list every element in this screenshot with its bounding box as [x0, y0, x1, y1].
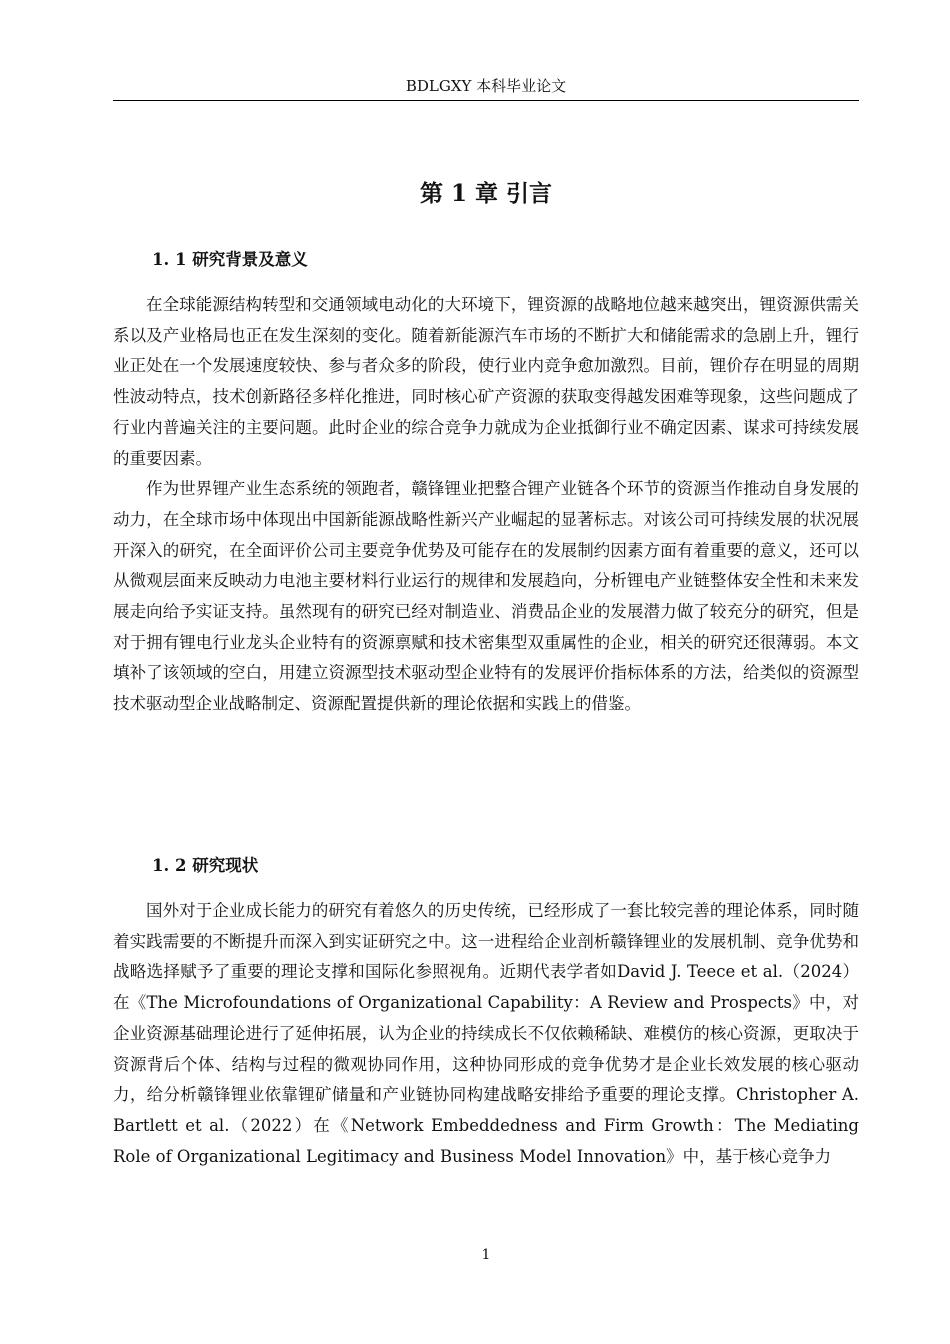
- section-body-1-2: [113, 896, 859, 1172]
- header-rule: [113, 100, 859, 101]
- page-number: 1: [481, 1247, 491, 1263]
- section-body-1-1: [113, 290, 859, 720]
- section-heading-1-1: 1. 1 研究背景及意义: [152, 250, 308, 269]
- section-heading-1-2: 1. 2 研究现状: [152, 856, 259, 875]
- paragraph: 作为世界锂产业生态系统的领跑者，赣锋锂业把整合锂产业链各个环节的资源当作推动自身发展的动力，在全球市场中体现出中国新能源战略性新兴产业崛起的显著标志。对该公司可持续发展的状况展开深入的研究，在全面评价公司主要竞争优势及可能存在的发展制约因素方面有着重要的意义，还可以从微观层面来反映动力电池主要材料行业运行的规律和发展趋向，分析锂电产业链整体安全性和未来发展走向给予实证支持。虽然现有的研究已经对制造业、消费品企业的发展潜力做了较充分的研究，但是对于拥有锂电行业龙头企业特有的资源禀赋和技术密集型双重属性的企业，相关的研究还很薄弱。本文填补了该领域的空白，用建立资源型技术驱动型企业特有的发展评价指标体系的方法，给类似的资源型技术驱动型企业战略制定、资源配置提供新的理论依据和实践上的借鉴。: [113, 479, 859, 714]
- chapter-title: 第 1 章 引言: [419, 180, 553, 207]
- running-header: BDLGXY 本科毕业论文: [405, 77, 567, 95]
- paragraph: 在全球能源结构转型和交通领域电动化的大环境下，锂资源的战略地位越来越突出，锂资源供需关系以及产业格局也正在发生深刻的变化。随着新能源汽车市场的不断扩大和储能需求的急剧上升，锂行业正处在一个发展速度较快、参与者众多的阶段，使行业内竞争愈加激烈。目前，锂价存在明显的周期性波动特点，技术创新路径多样化推进，同时核心矿产资源的获取变得越发困难等现象，这些问题成了行业内普遍关注的主要问题。此时企业的综合竞争力就成为企业抵御行业不确定因素、谋求可持续发展的重要因素。: [113, 295, 859, 468]
- paragraph: 国外对于企业成长能力的研究有着悠久的历史传统，已经形成了一套比较完善的理论体系，同时随着实践需要的不断提升而深入到实证研究之中。这一进程给企业剖析赣锋锂业的发展机制、竞争优势和战略选择赋予了重要的理论支撑和国际化参照视角。近期代表学者如David J. Teece et al.（2024）在《The Microfoundations of Organizational Capability：A Review and Prospects》中，对企业资源基础理论进行了延伸拓展，认为企业的持续成长不仅依赖稀缺、难模仿的核心资源，更取决于资源背后个体、结构与过程的微观协同作用，这种协同形成的竞争优势才是企业长效发展的核心驱动力，给分析赣锋锂业依靠锂矿储量和产业链协同构建战略安排给予重要的理论支撑。Christopher A. Bartlett et al.（2022）在《Network Embeddedness and Firm Growth：The Mediating Role of Organizational Legitimacy and Business Model Innovation》中，基于核心竞争力: [113, 901, 859, 1166]
